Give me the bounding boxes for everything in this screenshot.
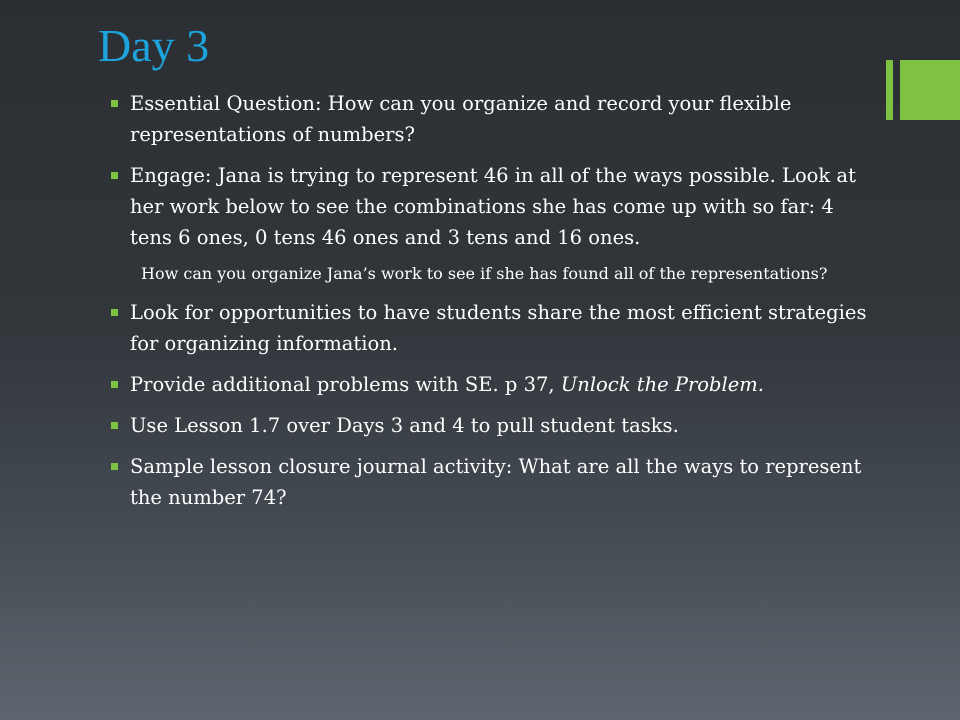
bullet-item-additional-problems [108,369,868,400]
accent-bar-thick [900,60,960,120]
slide-title: Day 3 [98,20,210,71]
square-bullet-icon [111,463,118,470]
square-bullet-icon [111,309,118,316]
bullet-text: Engage: Jana is trying to represent 46 in all of the ways possible. Look at her work below to see the combinations she has come up with so far: 4 tens 6 ones, 0 tens 46 ones and 3 tens and 16 ones. [130,164,856,249]
slide-body [108,88,868,523]
square-bullet-icon [111,422,118,429]
bullet-text: Essential Question: How can you organize and record your flexible representations of numbers? [130,92,792,146]
bullet-text: Provide additional problems with SE. p 37, [130,373,561,396]
sub-item-text: How can you organize Jana’s work to see if she has found all of the representations? [141,264,828,283]
bullet-text: Sample lesson closure journal activity: What are all the ways to represent the number 74? [130,455,862,509]
square-bullet-icon [111,100,118,107]
accent-bar-thin [886,60,893,120]
bullet-text: Use Lesson 1.7 over Days 3 and 4 to pull student tasks. [130,414,679,437]
bullet-item-lesson [108,410,868,441]
bullet-text-italic: Unlock the Problem. [560,373,764,396]
sub-item-organize-question [141,261,868,287]
bullet-item-closure [108,451,868,513]
bullet-text: Look for opportunities to have students share the most efficient strategies for organizing information. [130,301,867,355]
square-bullet-icon [111,172,118,179]
bullet-item-engage [108,160,868,253]
bullet-item-essential-question [108,88,868,150]
square-bullet-icon [111,381,118,388]
bullet-item-opportunities [108,297,868,359]
